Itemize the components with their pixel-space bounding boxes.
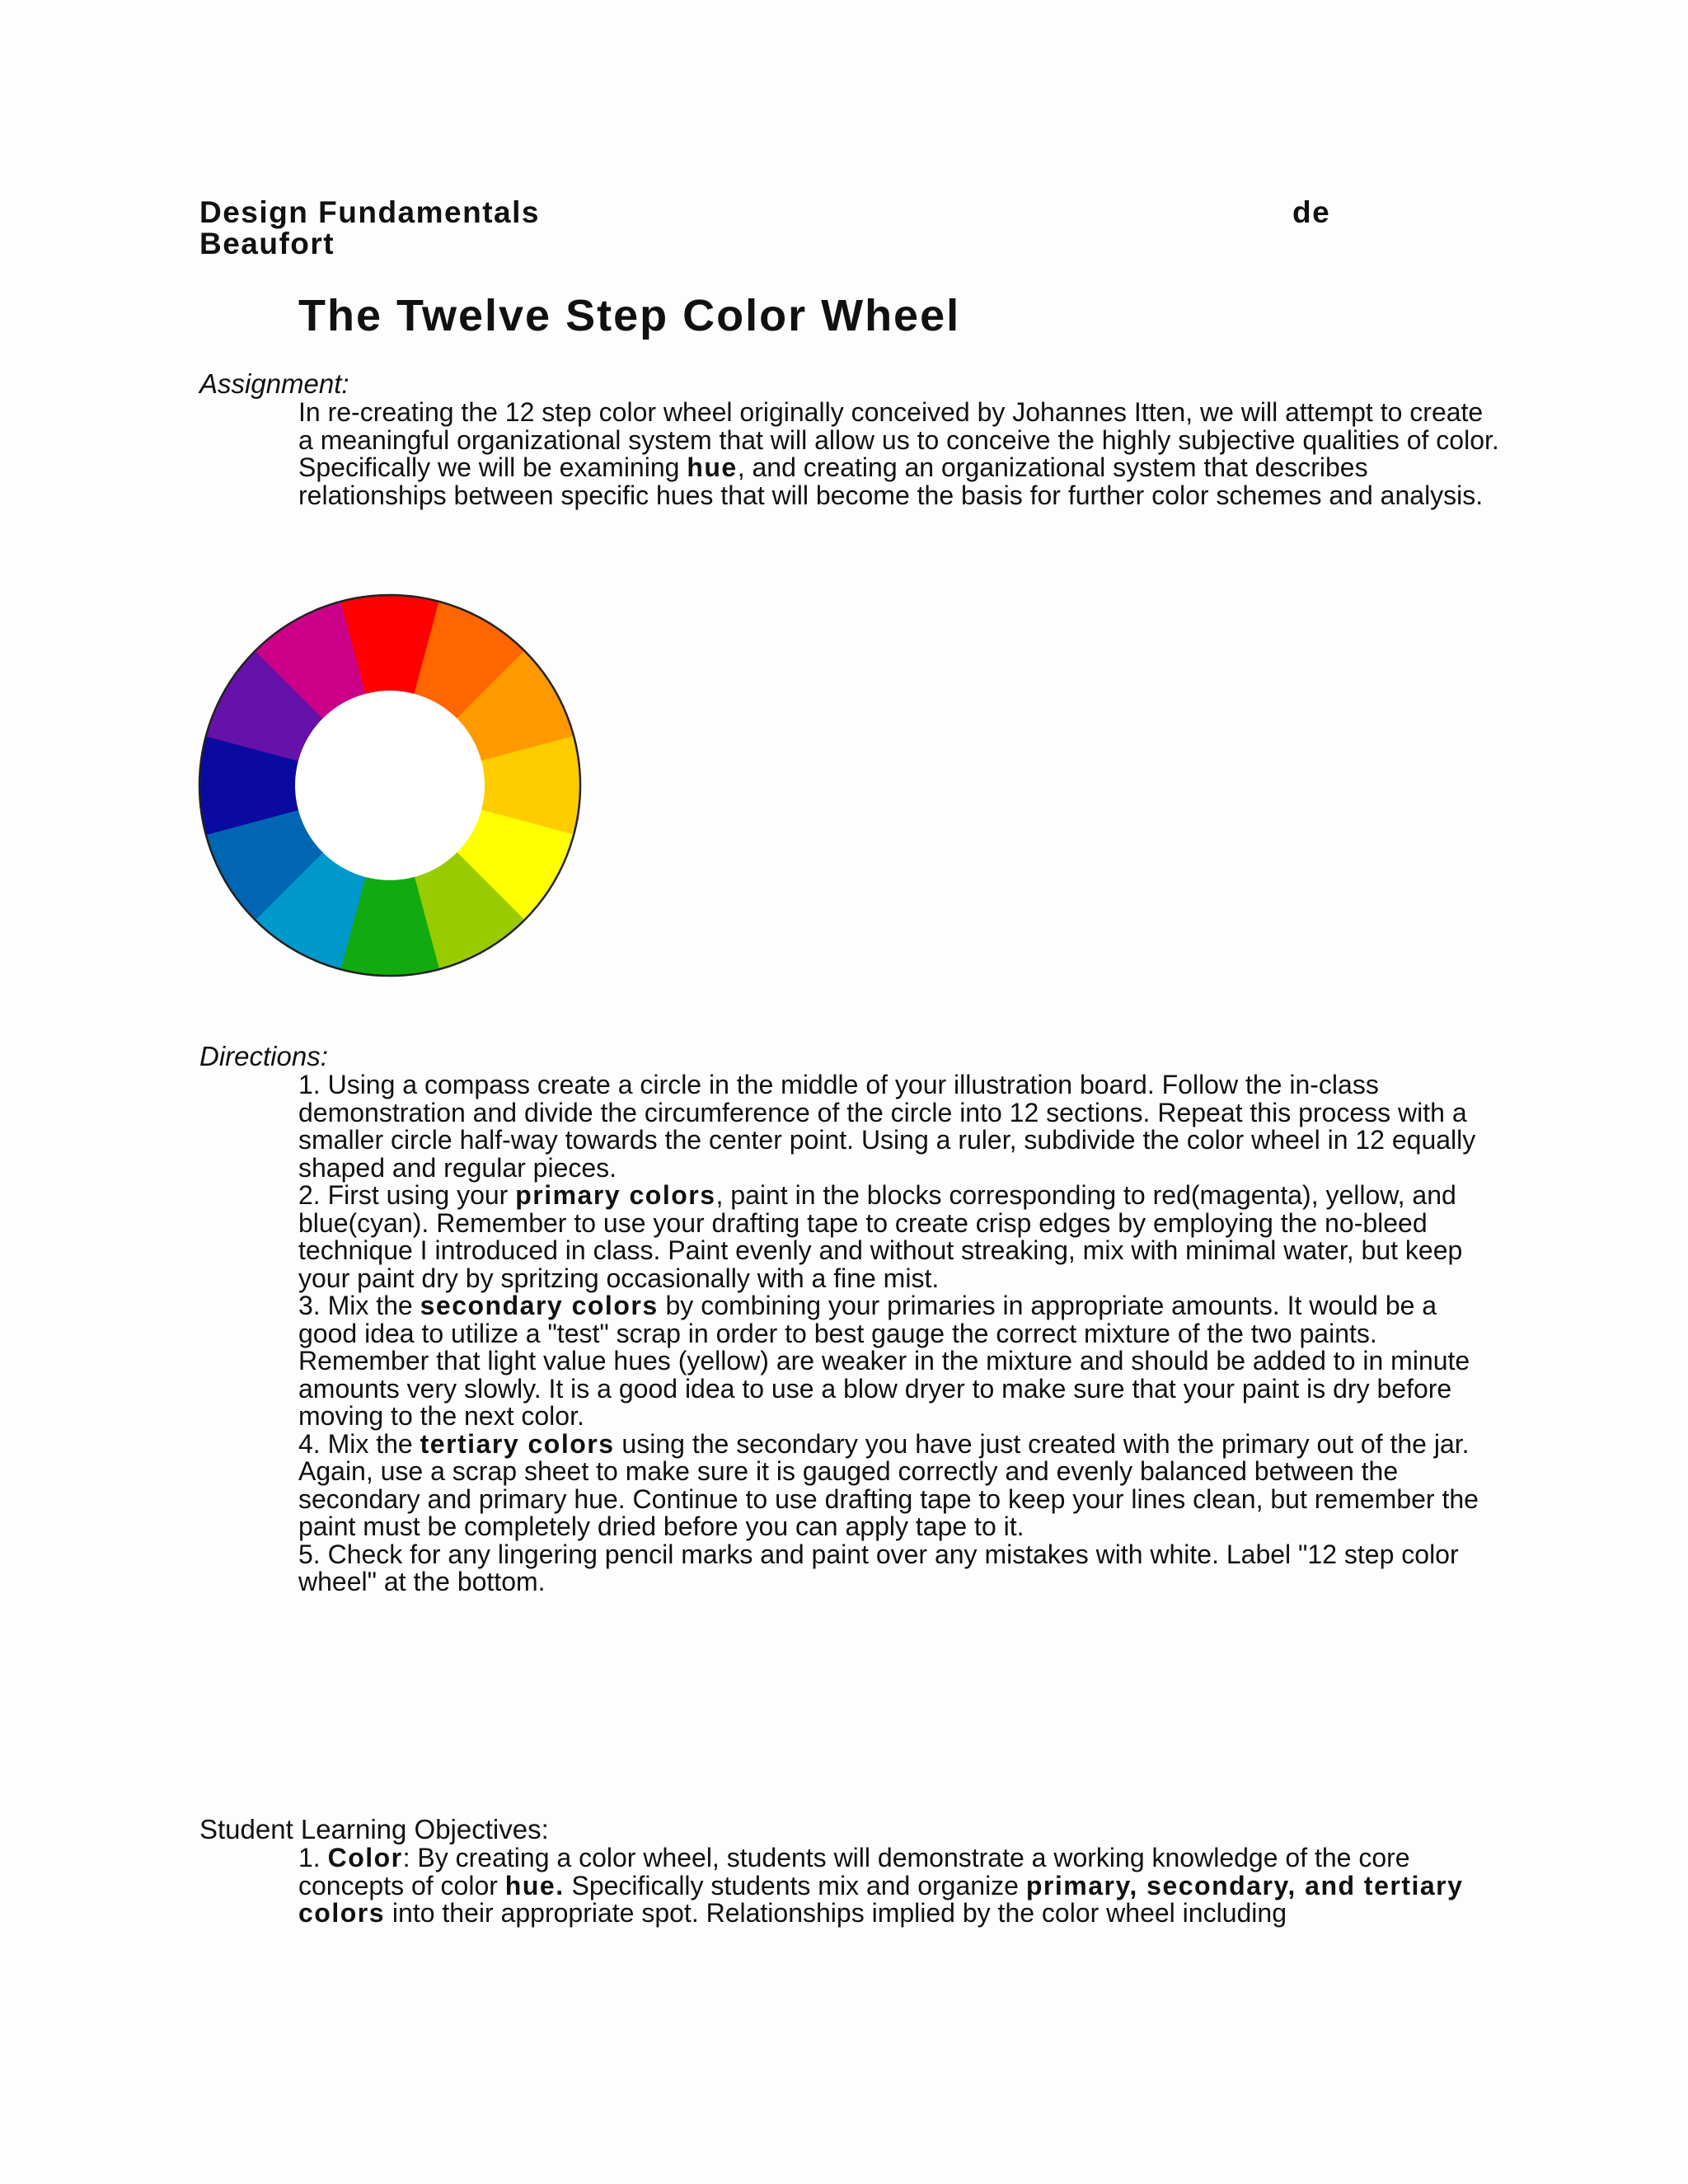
color-wheel-figure [196, 592, 584, 979]
assignment-label: Assignment: [199, 368, 349, 399]
direction-text: by combining your primaries in appropriate amounts. It would be a good idea to utilize a "test" scrap in order to best gauge the correct mixture of the two paints. Remember that light value hues (yellow) are weaker in the mixture and should be added to in minute amounts very slowly. It is a good idea to use a blow dryer to make sure that your paint is dry before moving to the next color. [298, 1291, 1470, 1431]
direction-step-3 [298, 1292, 1502, 1431]
direction-text: , paint in the blocks corresponding to red(magenta), yellow, and blue(cyan). Remember to use your drafting tape to create crisp edges by employing the no-bleed technique I introduced in class. Paint evenly and without streaking, mix with minimal water, but keep your paint dry by spritzing occasionally with a fine mist. [298, 1180, 1463, 1293]
direction-bold-term: secondary colors [420, 1291, 659, 1320]
course-title: Design Fundamentals [199, 195, 540, 229]
assignment-text-part: , and creating an organizational system that describes relationships between specific hues that will become the basis for further color schemes and analysis. [298, 452, 1484, 510]
objective-bold-term: Color [327, 1843, 403, 1872]
assignment-bold-hue: hue [687, 452, 738, 482]
objective-text: Specifically students mix and organize [564, 1870, 1026, 1900]
direction-step-4 [298, 1428, 1502, 1541]
direction-bold-term: primary colors [515, 1180, 716, 1210]
objective-text: : By creating a color wheel, students will demonstrate a working knowledge of the core concepts of color [298, 1843, 1410, 1900]
direction-step-1: 1. Using a compass create a circle in the middle of your illustration board. Follow the in-class demonstration and divide the circumference of the circle into 12 sections. Repeat this process with a smaller circle half-way towards the center point. Using a ruler, subdivide the color wheel in 12 equally shaped and regular pieces. [298, 1070, 1476, 1183]
direction-text: 2. First using your [298, 1180, 516, 1210]
objective-item-1 [298, 1844, 1502, 1928]
direction-bold-term: tertiary colors [420, 1428, 615, 1459]
objective-bold-term: primary, secondary, and tertiary colors [298, 1870, 1464, 1928]
instructor-name-first: de [1292, 195, 1331, 229]
direction-text: 3. Mix the [298, 1291, 420, 1320]
direction-step-5: 5. Check for any lingering pencil marks and paint over any mistakes with white. Label "12 step color wheel" at the bottom. [298, 1539, 1459, 1596]
assignment-text-part: In re-creating the 12 step color wheel originally conceived by Johannes Itten, we will attempt to create a meaningful organizational system that will allow us to conceive the highly subjective qualities of color. Specifically we will be examining [298, 397, 1499, 482]
direction-step-2 [298, 1182, 1502, 1292]
objective-text: 1. [298, 1843, 328, 1872]
objective-bold-term: hue. [504, 1870, 565, 1900]
directions-label: Directions: [199, 1041, 328, 1071]
direction-text: 4. Mix the [298, 1428, 420, 1459]
direction-text: using the secondary you have just created with the primary out of the jar. Again, use a scrap sheet to make sure it is gauged correctly and evenly balanced between the secondary and primary hue. Continue to use drafting tape to keep your lines clean, but remember the paint must be completely dried before you can apply tape to it. [298, 1428, 1479, 1541]
assignment-text [298, 399, 1502, 509]
directions-list [298, 1071, 1502, 1596]
objectives-label: Student Learning Objectives: [199, 1814, 549, 1844]
instructor-name-last: Beaufort [199, 227, 335, 260]
objectives-list [298, 1844, 1502, 1928]
document-title: The Twelve Step Color Wheel [298, 291, 961, 340]
objective-text: into their appropriate spot. Relationships implied by the color wheel including [385, 1898, 1287, 1928]
color-wheel-center [295, 691, 485, 880]
